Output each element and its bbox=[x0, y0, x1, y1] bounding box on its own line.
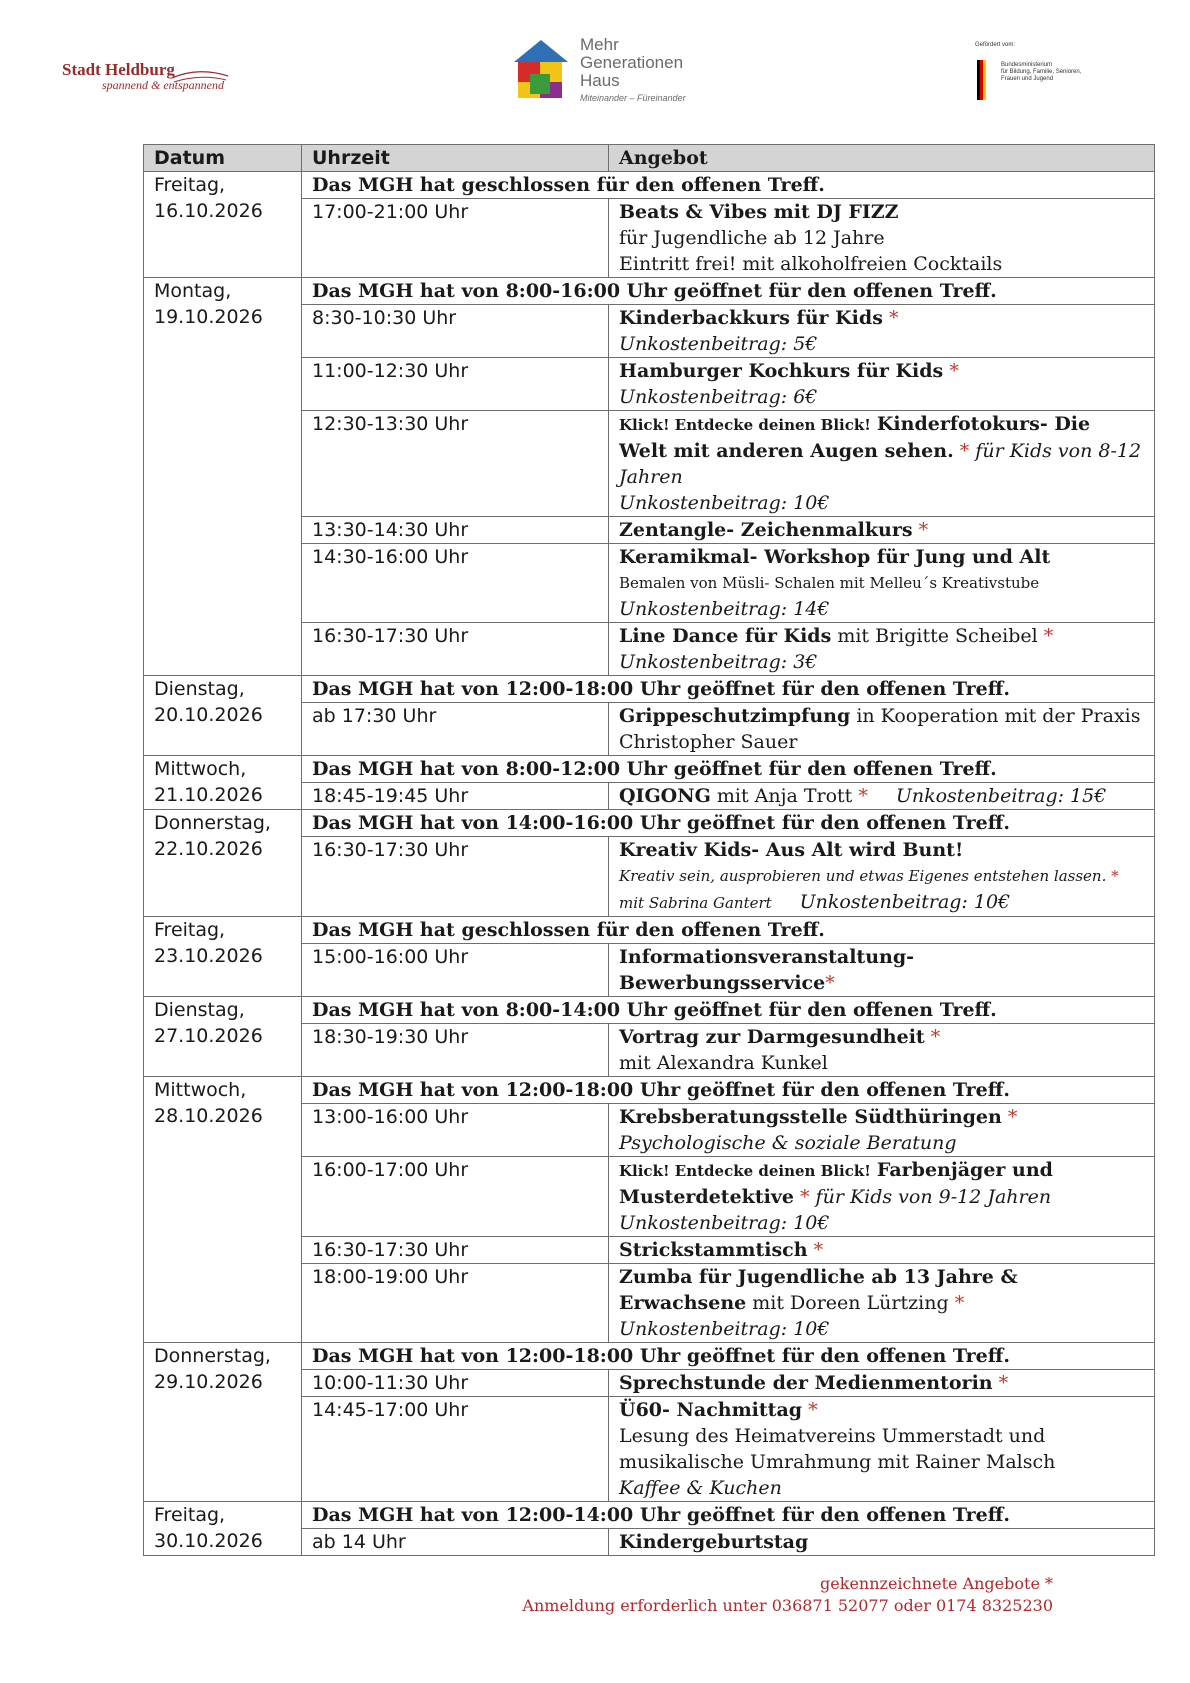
event-line bbox=[619, 1157, 1144, 1210]
day-cell bbox=[144, 1343, 302, 1502]
event-detail-text: Psychologische & soziale Beratung bbox=[619, 1132, 957, 1154]
event-time: 11:00-12:30 Uhr bbox=[302, 358, 609, 411]
schedule-table bbox=[143, 144, 1155, 1556]
day-cell bbox=[144, 172, 302, 278]
date: 21.10.2026 bbox=[154, 784, 263, 806]
weekday: Donnerstag, bbox=[154, 812, 271, 834]
logo-mgh-line2: Generationen bbox=[580, 53, 684, 72]
event-time: 15:00-16:00 Uhr bbox=[302, 944, 609, 997]
event-cost: Unkostenbeitrag: 10€ bbox=[619, 492, 830, 514]
event-title: Kindergeburtstag bbox=[619, 1531, 809, 1553]
ministry-line1: Bundesministerium bbox=[1001, 62, 1053, 68]
logo-mgh-line1: Mehr bbox=[580, 35, 619, 54]
event-time: 16:30-17:30 Uhr bbox=[302, 837, 609, 917]
event-cell bbox=[609, 411, 1155, 517]
opening-hours: Das MGH hat von 12:00-18:00 Uhr geöffnet für den offenen Treff. bbox=[302, 1343, 1155, 1370]
weekday: Dienstag, bbox=[154, 999, 245, 1021]
date: 28.10.2026 bbox=[154, 1105, 263, 1127]
ministry-line2: für Bildung, Familie, Senioren, bbox=[1001, 69, 1082, 75]
footer-note bbox=[522, 1573, 1053, 1617]
event-detail-text: mit Sabrina Gantert bbox=[619, 894, 772, 912]
day-row bbox=[144, 676, 1155, 703]
day-row bbox=[144, 917, 1155, 944]
logo-stadt-heldburg-tagline: spannend & entspannend bbox=[102, 78, 224, 92]
opening-hours: Das MGH hat von 8:00-16:00 Uhr geöffnet für den offenen Treff. bbox=[302, 278, 1155, 305]
day-row bbox=[144, 756, 1155, 783]
date: 27.10.2026 bbox=[154, 1025, 263, 1047]
event-title: Beats & Vibes mit DJ FIZZ bbox=[619, 201, 899, 223]
required-star: * bbox=[959, 440, 970, 462]
opening-hours: Das MGH hat von 12:00-14:00 Uhr geöffnet für den offenen Treff. bbox=[302, 1502, 1155, 1529]
logo-ministry bbox=[975, 42, 1095, 112]
required-star: * bbox=[888, 307, 899, 329]
event-cost: Unkostenbeitrag: 6€ bbox=[619, 386, 818, 408]
event-prefix: Klick! Entdecke deinen Blick! bbox=[619, 416, 871, 434]
event-line bbox=[619, 199, 1144, 225]
event-line bbox=[619, 783, 1144, 809]
event-title: Zentangle- Zeichenmalkurs bbox=[619, 519, 913, 541]
weekday: Dienstag, bbox=[154, 678, 245, 700]
event-detail bbox=[619, 1130, 1144, 1156]
event-cost: Unkostenbeitrag: 3€ bbox=[619, 651, 818, 673]
event-time: 16:30-17:30 Uhr bbox=[302, 1237, 609, 1264]
event-cell bbox=[609, 1264, 1155, 1343]
required-star: * bbox=[808, 1399, 818, 1421]
day-row bbox=[144, 278, 1155, 305]
event-line bbox=[619, 703, 1144, 755]
event-time: 18:00-19:00 Uhr bbox=[302, 1264, 609, 1343]
event-line bbox=[619, 944, 1144, 970]
logo-mehrgenerationenhaus bbox=[510, 36, 710, 106]
event-time: 16:30-17:30 Uhr bbox=[302, 623, 609, 676]
ministry-name bbox=[1001, 62, 1081, 83]
event-time: ab 14 Uhr bbox=[302, 1529, 609, 1556]
event-cost: Unkostenbeitrag: 10€ bbox=[619, 1318, 830, 1340]
logo-stadt-heldburg bbox=[62, 60, 232, 110]
event-cell bbox=[609, 1370, 1155, 1397]
required-star: * bbox=[825, 972, 835, 994]
event-line bbox=[619, 1264, 1144, 1316]
opening-hours: Das MGH hat von 14:00-16:00 Uhr geöffnet für den offenen Treff. bbox=[302, 810, 1155, 837]
event-line bbox=[619, 1529, 1144, 1555]
required-star: * bbox=[949, 360, 959, 382]
date: 30.10.2026 bbox=[154, 1530, 263, 1552]
house-puzzle-icon bbox=[510, 38, 572, 100]
german-flag-icon bbox=[977, 60, 989, 100]
logo-mgh-line3: Haus bbox=[580, 71, 620, 90]
event-line bbox=[619, 305, 1144, 331]
opening-hours: Das MGH hat von 8:00-12:00 Uhr geöffnet für den offenen Treff. bbox=[302, 756, 1155, 783]
event-time: 14:30-16:00 Uhr bbox=[302, 544, 609, 623]
event-cell bbox=[609, 783, 1155, 810]
event-cell bbox=[609, 703, 1155, 756]
event-target: für Kids von 8-12 Jahren bbox=[619, 440, 1142, 488]
event-line bbox=[619, 623, 1144, 649]
event-cell bbox=[609, 517, 1155, 544]
event-cell bbox=[609, 623, 1155, 676]
opening-hours: Das MGH hat von 12:00-18:00 Uhr geöffnet für den offenen Treff. bbox=[302, 676, 1155, 703]
event-cell bbox=[609, 199, 1155, 278]
event-cost-line bbox=[619, 596, 1144, 622]
event-title: QIGONG bbox=[619, 785, 711, 807]
event-line bbox=[619, 837, 1144, 863]
event-cell bbox=[609, 944, 1155, 997]
required-star: * bbox=[1111, 867, 1119, 885]
event-time: 16:00-17:00 Uhr bbox=[302, 1157, 609, 1237]
event-title: Kinderfotokurs- Die Welt mit anderen Augen sehen. bbox=[619, 413, 1091, 462]
event-line bbox=[619, 411, 1144, 490]
event-time: 12:30-13:30 Uhr bbox=[302, 411, 609, 517]
column-header-angebot: Angebot bbox=[609, 145, 1155, 172]
day-row bbox=[144, 997, 1155, 1024]
day-row bbox=[144, 1502, 1155, 1529]
event-cell bbox=[609, 1157, 1155, 1237]
logo-mgh-name bbox=[580, 36, 683, 90]
event-detail-text: mit Alexandra Kunkel bbox=[619, 1052, 828, 1074]
event-line bbox=[619, 1370, 1144, 1396]
day-row bbox=[144, 172, 1155, 199]
event-detail bbox=[619, 225, 1144, 251]
event-detail bbox=[619, 251, 1144, 277]
event-cell bbox=[609, 1529, 1155, 1556]
day-cell bbox=[144, 810, 302, 917]
required-star: * bbox=[1007, 1106, 1018, 1128]
event-cell bbox=[609, 837, 1155, 917]
event-cost-line bbox=[619, 331, 1144, 357]
event-cost-line bbox=[619, 384, 1144, 410]
date: 22.10.2026 bbox=[154, 838, 263, 860]
day-row bbox=[144, 1343, 1155, 1370]
event-title: Vortrag zur Darmgesundheit bbox=[619, 1026, 925, 1048]
required-star: * bbox=[1043, 625, 1054, 647]
event-title: Ü60- Nachmittag bbox=[619, 1399, 803, 1421]
event-detail-text: Bemalen von Müsli- Schalen mit Melleu´s Kreativstube bbox=[619, 574, 1040, 592]
event-detail bbox=[619, 1475, 1144, 1501]
logo-mgh-claim: Miteinander – Füreinander bbox=[580, 93, 686, 103]
event-line bbox=[619, 517, 1144, 543]
event-time: ab 17:30 Uhr bbox=[302, 703, 609, 756]
event-time: 18:45-19:45 Uhr bbox=[302, 783, 609, 810]
event-title: Krebsberatungsstelle Südthüringen bbox=[619, 1106, 1002, 1128]
event-title: Farbenjäger und Musterdetektive bbox=[619, 1159, 1053, 1208]
event-line bbox=[619, 970, 1144, 996]
day-cell bbox=[144, 1077, 302, 1343]
event-cell bbox=[609, 1397, 1155, 1502]
event-cell bbox=[609, 1024, 1155, 1077]
event-cell bbox=[609, 358, 1155, 411]
date: 20.10.2026 bbox=[154, 704, 263, 726]
event-time: 13:00-16:00 Uhr bbox=[302, 1104, 609, 1157]
event-line bbox=[619, 1024, 1144, 1050]
event-cost: Unkostenbeitrag: 10€ bbox=[619, 1212, 830, 1234]
event-title: Keramikmal- Workshop für Jung und Alt bbox=[619, 546, 1051, 568]
weekday: Donnerstag, bbox=[154, 1345, 271, 1367]
weekday: Freitag, bbox=[154, 1504, 226, 1526]
opening-hours: Das MGH hat von 12:00-18:00 Uhr geöffnet für den offenen Treff. bbox=[302, 1077, 1155, 1104]
event-detail-text: Kaffee & Kuchen bbox=[619, 1477, 782, 1499]
event-cell bbox=[609, 305, 1155, 358]
event-line bbox=[619, 1237, 1144, 1263]
table-header-row bbox=[144, 145, 1155, 172]
event-detail-text: Eintritt frei! mit alkoholfreien Cocktails bbox=[619, 253, 1003, 275]
event-title: Line Dance für Kids bbox=[619, 625, 832, 647]
logo-stadt-heldburg-title: Stadt Heldburg bbox=[62, 60, 175, 79]
day-cell bbox=[144, 997, 302, 1077]
event-with: mit Doreen Lürtzing bbox=[752, 1292, 949, 1314]
weekday: Mittwoch, bbox=[154, 758, 247, 780]
event-cost: Unkostenbeitrag: 14€ bbox=[619, 598, 830, 620]
event-title: Kreativ Kids- Aus Alt wird Bunt! bbox=[619, 839, 964, 861]
event-detail bbox=[619, 889, 1144, 916]
event-cell bbox=[609, 1104, 1155, 1157]
event-title: Grippeschutzimpfung bbox=[619, 705, 851, 727]
required-star: * bbox=[858, 785, 868, 807]
event-prefix: Klick! Entdecke deinen Blick! bbox=[619, 1162, 871, 1180]
event-cost-line bbox=[619, 1210, 1144, 1236]
ministry-line3: Frauen und Jugend bbox=[1001, 76, 1054, 82]
event-title: Zumba für Jugendliche ab 13 Jahre & Erwachsene bbox=[619, 1266, 1018, 1314]
date: 29.10.2026 bbox=[154, 1371, 263, 1393]
day-cell bbox=[144, 756, 302, 810]
event-title-cont: Bewerbungsservice bbox=[619, 972, 826, 994]
event-detail bbox=[619, 863, 1144, 889]
event-cost: Unkostenbeitrag: 15€ bbox=[895, 785, 1107, 807]
event-time: 14:45-17:00 Uhr bbox=[302, 1397, 609, 1502]
event-with: mit Brigitte Scheibel bbox=[837, 625, 1038, 647]
weekday: Freitag, bbox=[154, 174, 226, 196]
event-cost: Unkostenbeitrag: 5€ bbox=[619, 333, 818, 355]
event-cell bbox=[609, 544, 1155, 623]
event-cost-line bbox=[619, 649, 1144, 675]
event-time: 8:30-10:30 Uhr bbox=[302, 305, 609, 358]
day-cell bbox=[144, 278, 302, 676]
footer-registration: Anmeldung erforderlich unter 036871 52077 oder 0174 8325230 bbox=[522, 1596, 1053, 1615]
event-title: Hamburger Kochkurs für Kids bbox=[619, 360, 944, 382]
date: 16.10.2026 bbox=[154, 200, 263, 222]
event-time: 10:00-11:30 Uhr bbox=[302, 1370, 609, 1397]
event-cell bbox=[609, 1237, 1155, 1264]
required-star: * bbox=[954, 1292, 965, 1314]
event-line bbox=[619, 1397, 1144, 1423]
date: 23.10.2026 bbox=[154, 945, 263, 967]
event-time: 18:30-19:30 Uhr bbox=[302, 1024, 609, 1077]
event-time: 13:30-14:30 Uhr bbox=[302, 517, 609, 544]
required-star: * bbox=[918, 519, 929, 541]
schedule-body bbox=[144, 172, 1155, 1556]
event-title: Strickstammtisch bbox=[619, 1239, 808, 1261]
weekday: Mittwoch, bbox=[154, 1079, 247, 1101]
event-detail bbox=[619, 1050, 1144, 1076]
day-cell bbox=[144, 1502, 302, 1556]
event-target: für Kids von 9-12 Jahren bbox=[815, 1186, 1052, 1208]
column-header-datum: Datum bbox=[144, 145, 302, 172]
event-line bbox=[619, 358, 1144, 384]
required-star: * bbox=[998, 1372, 1009, 1394]
event-time: 17:00-21:00 Uhr bbox=[302, 199, 609, 278]
opening-hours: Das MGH hat von 8:00-14:00 Uhr geöffnet für den offenen Treff. bbox=[302, 997, 1155, 1024]
event-detail-text: Kreativ sein, ausprobieren und etwas Eigenes entstehen lassen. bbox=[619, 867, 1107, 885]
swoosh-icon bbox=[170, 68, 230, 92]
event-detail bbox=[619, 1423, 1144, 1475]
day-row bbox=[144, 1077, 1155, 1104]
event-with: mit Anja Trott bbox=[716, 785, 853, 807]
event-title: Sprechstunde der Medienmentorin bbox=[619, 1372, 993, 1394]
event-line bbox=[619, 1104, 1144, 1130]
weekday: Freitag, bbox=[154, 919, 226, 941]
event-cost-line bbox=[619, 490, 1144, 516]
event-title: Informationsveranstaltung- bbox=[619, 946, 914, 968]
column-header-uhrzeit: Uhrzeit bbox=[302, 145, 609, 172]
event-with: in Kooperation mit der Praxis Christopher Sauer bbox=[619, 705, 1141, 753]
required-star: * bbox=[813, 1239, 824, 1261]
event-detail-text: Lesung des Heimatvereins Ummerstadt und musikalische Umrahmung mit Rainer Malsch bbox=[619, 1425, 1056, 1473]
opening-hours: Das MGH hat geschlossen für den offenen Treff. bbox=[302, 917, 1155, 944]
required-star: * bbox=[800, 1186, 810, 1208]
funded-by-label: Gefördert vom: bbox=[975, 42, 1016, 48]
event-detail-text: für Jugendliche ab 12 Jahre bbox=[619, 227, 885, 249]
event-detail bbox=[619, 570, 1144, 596]
event-cost-line bbox=[619, 1316, 1144, 1342]
event-cost: Unkostenbeitrag: 10€ bbox=[799, 891, 1011, 913]
day-row bbox=[144, 810, 1155, 837]
footer-marked-offers: gekennzeichnete Angebote * bbox=[820, 1574, 1053, 1593]
weekday: Montag, bbox=[154, 280, 232, 302]
event-line bbox=[619, 544, 1144, 570]
day-cell bbox=[144, 917, 302, 997]
required-star: * bbox=[930, 1026, 941, 1048]
day-cell bbox=[144, 676, 302, 756]
date: 19.10.2026 bbox=[154, 306, 263, 328]
opening-hours: Das MGH hat geschlossen für den offenen Treff. bbox=[302, 172, 1155, 199]
event-title: Kinderbackkurs für Kids bbox=[619, 307, 883, 329]
